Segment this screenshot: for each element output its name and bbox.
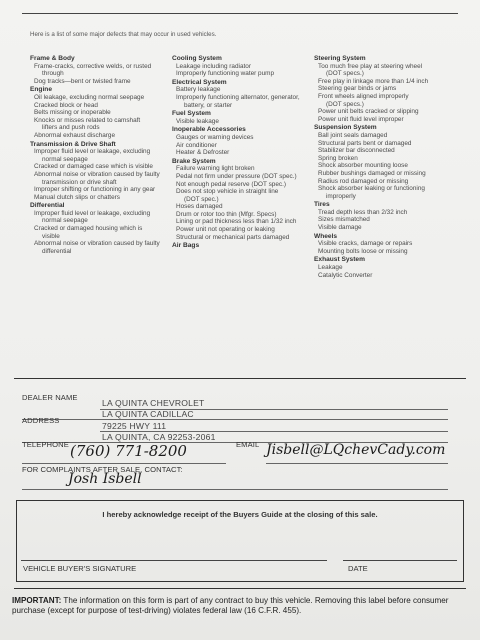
defect-item: Tread depth less than 2/32 inch [318,208,408,216]
defect-item: Catalytic Converter [318,271,373,279]
defect-item: Shock absorber mounting loose [318,162,408,170]
dealer-name-label: DEALER NAME [22,393,78,402]
defect-item: Dog tracks—bent or twisted frame [34,77,131,85]
defect-item: differential [42,247,72,255]
dealer-name-line1: LA QUINTA CHEVROLET [102,398,205,408]
defect-section [314,256,454,279]
defect-item: Power unit fluid level improper [318,115,404,123]
defect-section-title: Suspension System [314,124,377,132]
defect-item: Improper shifting or functioning in any gear [34,186,156,194]
defect-item: Not enough pedal reserve (DOT spec.) [176,180,286,188]
complaints-label: FOR COMPLAINTS AFTER SALE, CONTACT: [22,465,183,474]
email-value: Jisbell@LQchevCady.com [266,442,446,458]
defect-item: Structural or mechanical parts damaged [176,233,290,241]
defect-section-title: Steering System [314,55,366,62]
defect-item: battery, or starter [184,101,233,109]
address-label: ADDRESS [22,416,60,425]
defect-section [172,158,307,242]
defect-item: through [42,70,64,78]
defect-item: normal seepage [42,155,88,163]
important-text: The information on this form is part of any contract to buy this vehicle. Removing this label before consumer purchase (except for purpose of test-driving) violates federal law (16 C.F.R. 455). [12,596,449,615]
defect-section-title: Brake System [172,157,216,165]
defect-item: Oil leakage, excluding normal seepage [34,93,145,101]
email-label: EMAIL [236,440,260,449]
acknowledgement-box [16,500,464,582]
defect-section [172,79,307,109]
defect-item: Visible cracks, damage or repairs [318,240,413,248]
defect-item: Cracked or damaged housing which is [34,225,143,233]
bottom-divider [14,588,466,589]
defect-section [314,55,454,123]
defect-section-title: Differential [30,202,65,210]
defect-section-title: Air Bags [172,242,200,250]
date-label: DATE [348,564,368,573]
defect-item: Cracked or damaged case which is visible [34,163,153,171]
defect-item: Pedal not firm under pressure (DOT spec.) [176,172,297,180]
complaints-rule [22,489,448,490]
defects-column-3 [314,55,454,280]
defect-section [172,55,307,78]
defect-item: Drum or rotor too thin (Mfgr. Specs) [176,210,277,218]
defect-section [314,124,454,200]
defect-item: (DOT specs.) [326,100,364,108]
defect-item: visible [42,232,60,240]
defect-item: Too much free play at steering wheel [318,62,423,70]
defect-item: Mounting bolts loose or missing [318,247,408,255]
date-line[interactable] [343,560,457,561]
defect-item: transmission or drive shaft [42,178,117,186]
defect-item: Leakage including radiator [176,62,251,70]
defect-item: Power unit not operating or leaking [176,226,275,234]
defect-item: Visible leakage [176,117,219,125]
defect-section-title: Fuel System [172,110,211,118]
defect-item: Abnormal exhaust discharge [34,131,115,139]
defect-item: Leakage [318,264,343,272]
defect-item: Failure warning light broken [176,165,255,173]
defect-section-title: Electrical System [172,78,227,86]
defect-section-title: Exhaust System [314,256,365,264]
defect-section-title: Cooling System [172,55,222,62]
defect-item: Abnormal noise or vibration caused by faulty [34,170,160,178]
defect-item: Hoses damaged [176,203,223,211]
defect-item: Structural parts bent or damaged [318,139,412,147]
important-label: IMPORTANT: [12,596,62,605]
defect-item: Abnormal noise or vibration caused by faulty [34,240,160,248]
defect-item: lifters and push rods [42,124,100,132]
defect-item: Steering gear binds or jams [318,85,397,93]
defect-section-title: Inoperable Accessories [172,126,246,134]
dealer-name-rule-2 [22,419,448,420]
important-notice [12,596,466,616]
defect-item: Improperly functioning water pump [176,70,275,78]
defect-item: Knocks or misses related to camshaft [34,116,141,124]
telephone-value: (760) 771-8200 [70,442,187,460]
defect-item: Spring broken [318,154,358,162]
dealer-info-section [14,383,466,495]
defect-item: Rubber bushings damaged or missing [318,169,426,177]
defect-item: (DOT specs.) [326,70,364,78]
defect-item: Belts missing or inoperable [34,109,111,117]
defect-item: Improper fluid level or leakage, excluding [34,148,151,156]
defect-section-title: Transmission & Drive Shaft [30,140,116,148]
telephone-rule [22,463,226,464]
defects-column-1 [30,55,165,256]
defect-section [172,126,307,156]
top-divider [22,13,458,14]
defect-item: Air conditioner [176,141,217,149]
defect-item: Visible damage [318,224,362,232]
defect-item: improperly [326,192,356,200]
defect-item: Lining or pad thickness less than 1/32 inch [176,218,297,226]
defect-item: Manual clutch slips or chatters [34,193,120,201]
defect-section-title: Wheels [314,232,338,240]
dealer-name-line2: LA QUINTA CADILLAC [102,409,194,419]
defect-item: Heater & Defroster [176,149,230,157]
defect-section [314,233,454,256]
defect-item: Gauges or warning devices [176,133,254,141]
defect-item: Radius rod damaged or missing [318,177,409,185]
defect-section [172,110,307,125]
defect-section [314,201,454,231]
defect-item: Battery leakage [176,86,221,94]
defect-item: Improper fluid level or leakage, excluding [34,209,151,217]
defect-item: Cracked block or head [34,101,98,109]
defect-section [30,86,165,139]
defect-item: Front wheels aligned improperly [318,92,409,100]
address-line1: 79225 HWY 111 [102,421,167,431]
defect-section [172,242,307,250]
defect-item: Ball joint seals damaged [318,131,388,139]
defect-item: Shock absorber leaking or functioning [318,185,425,193]
defect-item: Free play in linkage more than 1/4 inch [318,77,429,85]
defect-item: Power unit belts cracked or slipping [318,108,419,116]
email-rule [266,463,448,464]
telephone-label: TELEPHONE [22,440,69,449]
acknowledgement-text: I hereby acknowledge receipt of the Buyers Guide at the closing of this sale. [102,510,378,519]
defect-section-title: Tires [314,201,330,209]
signature-line[interactable] [21,560,327,561]
defect-item: Does not stop vehicle in straight line [176,188,279,196]
defect-item: Frame-cracks, corrective welds, or rusted [34,62,152,70]
defect-item: Sizes mismatched [318,216,370,224]
complaints-contact: Josh Isbell [68,471,142,487]
signature-label: VEHICLE BUYER'S SIGNATURE [23,564,137,573]
defect-section [30,55,165,85]
address-line2: LA QUINTA, CA 92253-2061 [102,432,216,442]
defect-item: (DOT spec.) [184,195,219,203]
defect-item: normal seepage [42,217,88,225]
defect-item: Improperly functioning alternator, generator, [176,93,300,101]
defect-section [30,202,165,255]
defect-section-title: Engine [30,86,52,94]
defect-section [30,141,165,202]
defects-intro: Here is a list of some major defects that may occur in used vehicles. [30,31,217,38]
defects-column-2 [172,55,307,251]
defect-section-title: Frame & Body [30,55,75,62]
middle-divider [14,378,466,379]
defect-item: Stabilizer bar disconnected [318,147,395,155]
